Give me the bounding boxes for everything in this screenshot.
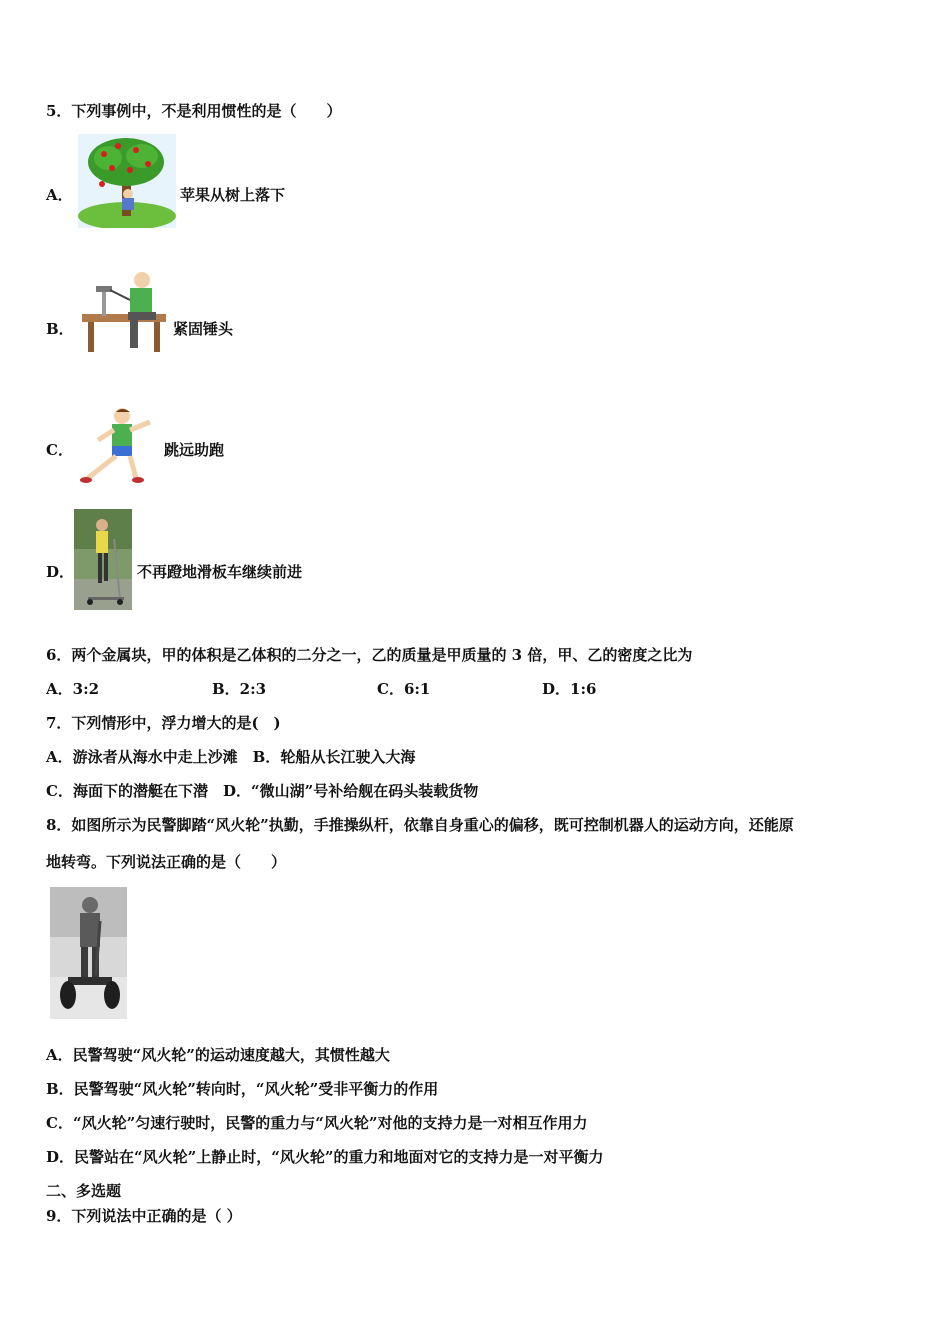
- section-title-multiple-choice: 二、多选题: [46, 1182, 122, 1200]
- q7-options-line-1: A．游泳者从海水中走上沙滩 B．轮船从长江驶入大海: [46, 748, 416, 766]
- q8-option-a: A．民警驾驶“风火轮”的运动速度越大，其惯性越大: [46, 1046, 390, 1064]
- q8-stem-line-2: 地转弯。下列说法正确的是（ ）: [46, 853, 287, 871]
- q5-option-d-text: 不再蹬地滑板车继续前进: [137, 563, 303, 581]
- q5-option-a-letter: A．: [46, 186, 73, 204]
- runner-image: [78, 404, 160, 488]
- q5-option-a-text: 苹果从树上落下: [180, 186, 286, 204]
- q8-option-d: D．民警站在“风火轮”上静止时，“风火轮”的重力和地面对它的支持力是一对平衡力: [46, 1148, 604, 1166]
- q7-stem: 7．下列情形中，浮力增大的是( ): [46, 714, 281, 732]
- q6-stem: 6．两个金属块，甲的体积是乙体积的二分之一，乙的质量是甲质量的 3 倍，甲、乙的密度之比为: [46, 646, 693, 664]
- q5-option-c-letter: C．: [46, 441, 73, 459]
- q8-stem-line-1: 8．如图所示为民警脚踏“风火轮”执勤，手推操纵杆，依靠自身重心的偏移，既可控制机器人的运动方向，还能原: [46, 816, 794, 834]
- q5-option-c-text: 跳远助跑: [164, 441, 225, 459]
- q6-option-d: D．1:6: [542, 680, 597, 698]
- police-segway-photo: [50, 887, 127, 1019]
- q9-stem: 9．下列说法中正确的是（ ）: [46, 1207, 242, 1225]
- q5-option-d-letter: D．: [46, 563, 75, 581]
- q6-option-b: B．2:3: [212, 680, 267, 698]
- q8-option-c: C．“风火轮”匀速行驶时，民警的重力与“风火轮”对他的支持力是一对相互作用力: [46, 1114, 588, 1132]
- q8-option-b: B．民警驾驶“风火轮”转向时，“风火轮”受非平衡力的作用: [46, 1080, 439, 1098]
- apple-tree-image: [78, 134, 176, 228]
- q5-option-b-text: 紧固锤头: [173, 320, 234, 338]
- hammer-bench-image: [80, 268, 168, 358]
- q5-stem: 5．下列事例中，不是利用惯性的是（ ）: [46, 102, 342, 120]
- q6-option-a: A．3:2: [46, 680, 100, 698]
- q6-option-c: C．6:1: [377, 680, 431, 698]
- q7-options-line-2: C．海面下的潜艇在下潜 D．“微山湖”号补给舰在码头装载货物: [46, 782, 479, 800]
- scooter-photo: [74, 509, 132, 610]
- q5-option-b-letter: B．: [46, 320, 74, 338]
